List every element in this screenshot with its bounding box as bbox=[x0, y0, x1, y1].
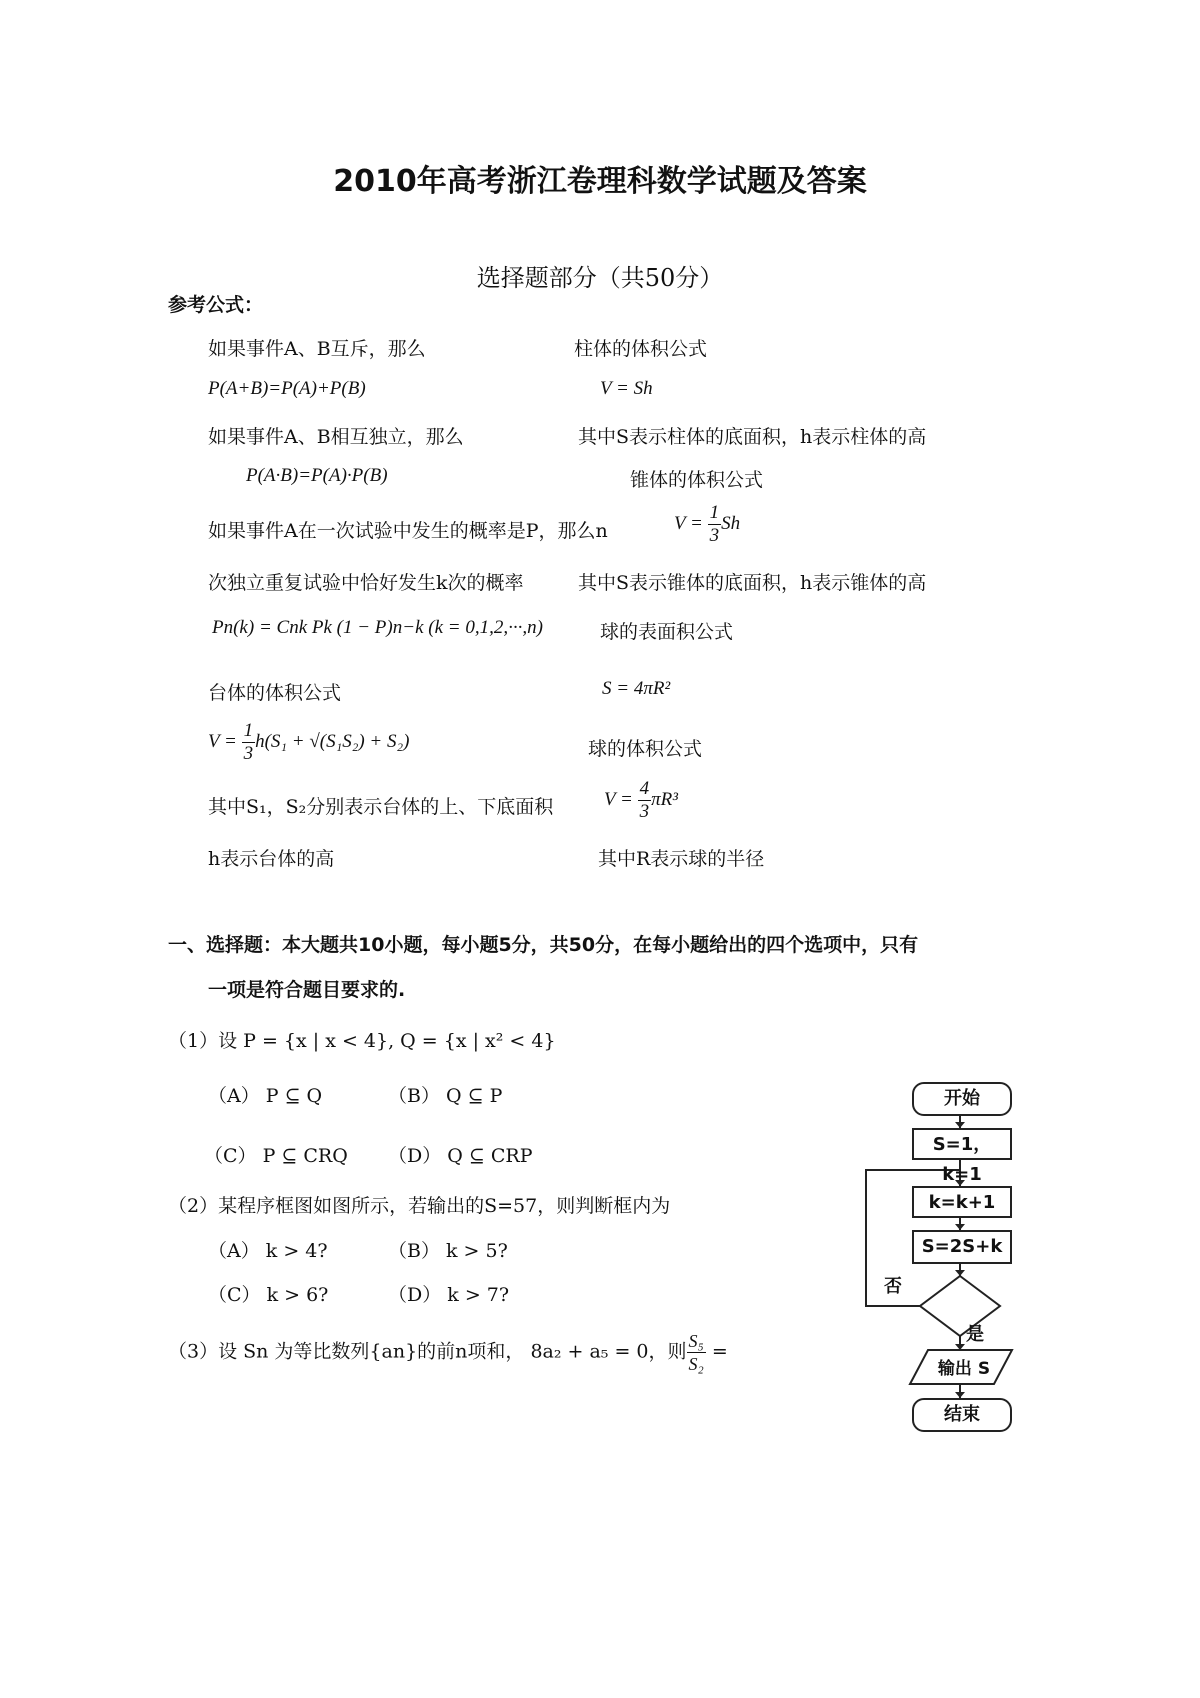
question-1-option-d: （D） Q ⊆ CRP bbox=[388, 1145, 533, 1167]
formula-right-9: 球的体积公式 bbox=[588, 738, 703, 760]
formula-left-9: V = $\frac{1}{3}$ h(S₁ + √(S₁S₂) + S₂) bbox=[208, 720, 410, 764]
decision-diamond bbox=[920, 1276, 1000, 1336]
formula-left-1: 如果事件A、B互斥，那么 bbox=[208, 338, 426, 360]
question-1-option-b: （B） Q ⊆ P bbox=[388, 1085, 503, 1107]
formula-right-6: 其中S表示锥体的底面积，h表示锥体的高 bbox=[578, 572, 927, 594]
instructions-line-1: 一、选择题：本大题共10小题，每小题5分，共50分，在每小题给出的四个选项中，只有 bbox=[168, 934, 919, 956]
question-2-stem: （2）某程序框图如图所示，若输出的S=57，则判断框内为 bbox=[168, 1195, 671, 1217]
formula-right-2: V = Sh bbox=[600, 378, 653, 399]
formula-right-8: S = 4πR² bbox=[602, 678, 671, 699]
formula-right-3: 其中S表示柱体的底面积，h表示柱体的高 bbox=[578, 426, 927, 448]
formula-left-4: P(A·B)=P(A)·P(B) bbox=[246, 465, 388, 486]
question-1-option-a: （A） P ⊆ Q bbox=[208, 1085, 323, 1107]
formula-right-5: V = $\frac{1}{3}$ Sh bbox=[674, 502, 741, 546]
flowchart-output: 输出 S bbox=[937, 1359, 991, 1379]
flowchart-step-k: k=k+1 bbox=[912, 1186, 1012, 1218]
question-2-option-a: （A） k > 4? bbox=[208, 1240, 328, 1262]
question-1-stem: （1）设 P = {x | x < 4}, Q = {x | x² < 4} bbox=[168, 1030, 556, 1052]
formula-right-11: 其中R表示球的半径 bbox=[598, 848, 765, 870]
flowchart-end: 结束 bbox=[912, 1398, 1012, 1432]
formula-left-7: Pn(k) = Cnk Pk (1 − P)n−k (k = 0,1,2,···,n) bbox=[212, 617, 543, 638]
formula-left-11: h表示台体的高 bbox=[208, 848, 335, 870]
formula-left-8: 台体的体积公式 bbox=[208, 682, 342, 704]
section-heading: 选择题部分（共50分） bbox=[476, 264, 724, 292]
formula-right-10: V = $\frac{4}{3}$ πR³ bbox=[604, 778, 678, 822]
formula-left-3: 如果事件A、B相互独立，那么 bbox=[208, 426, 464, 448]
reference-formulas-label: 参考公式： bbox=[168, 294, 264, 316]
flowchart-start: 开始 bbox=[912, 1082, 1012, 1116]
formula-left-2: P(A+B)=P(A)+P(B) bbox=[208, 378, 366, 399]
question-3-stem: （3）设 Sn 为等比数列{an}的前n项和， 8a₂ + a₅ = 0，则 $\frac{\text{S₅}}{\text{S₂}}$ = bbox=[168, 1331, 728, 1374]
flowchart-step-s: S=2S+k bbox=[912, 1230, 1012, 1264]
formula-right-4: 锥体的体积公式 bbox=[630, 469, 764, 491]
formula-left-5: 如果事件A在一次试验中发生的概率是P，那么n bbox=[208, 520, 608, 542]
question-2-option-c: （C） k > 6? bbox=[208, 1284, 329, 1306]
formula-right-7: 球的表面积公式 bbox=[600, 621, 734, 643]
question-2-option-d: （D） k > 7? bbox=[388, 1284, 510, 1306]
formula-left-6: 次独立重复试验中恰好发生k次的概率 bbox=[208, 572, 524, 594]
page-title: 2010年高考浙江卷理科数学试题及答案 bbox=[333, 164, 867, 199]
flowchart-no-label: 否 bbox=[884, 1276, 902, 1297]
flowchart-init: S=1，k=1 bbox=[912, 1128, 1012, 1160]
question-1-option-c: （C） P ⊆ CRQ bbox=[204, 1145, 348, 1167]
question-2-option-b: （B） k > 5? bbox=[388, 1240, 508, 1262]
instructions-line-2: 一项是符合题目要求的. bbox=[208, 979, 406, 1001]
formula-left-10: 其中S₁，S₂分别表示台体的上、下底面积 bbox=[208, 796, 554, 818]
flowchart-yes-label: 是 bbox=[966, 1324, 984, 1345]
formula-right-1: 柱体的体积公式 bbox=[574, 338, 708, 360]
